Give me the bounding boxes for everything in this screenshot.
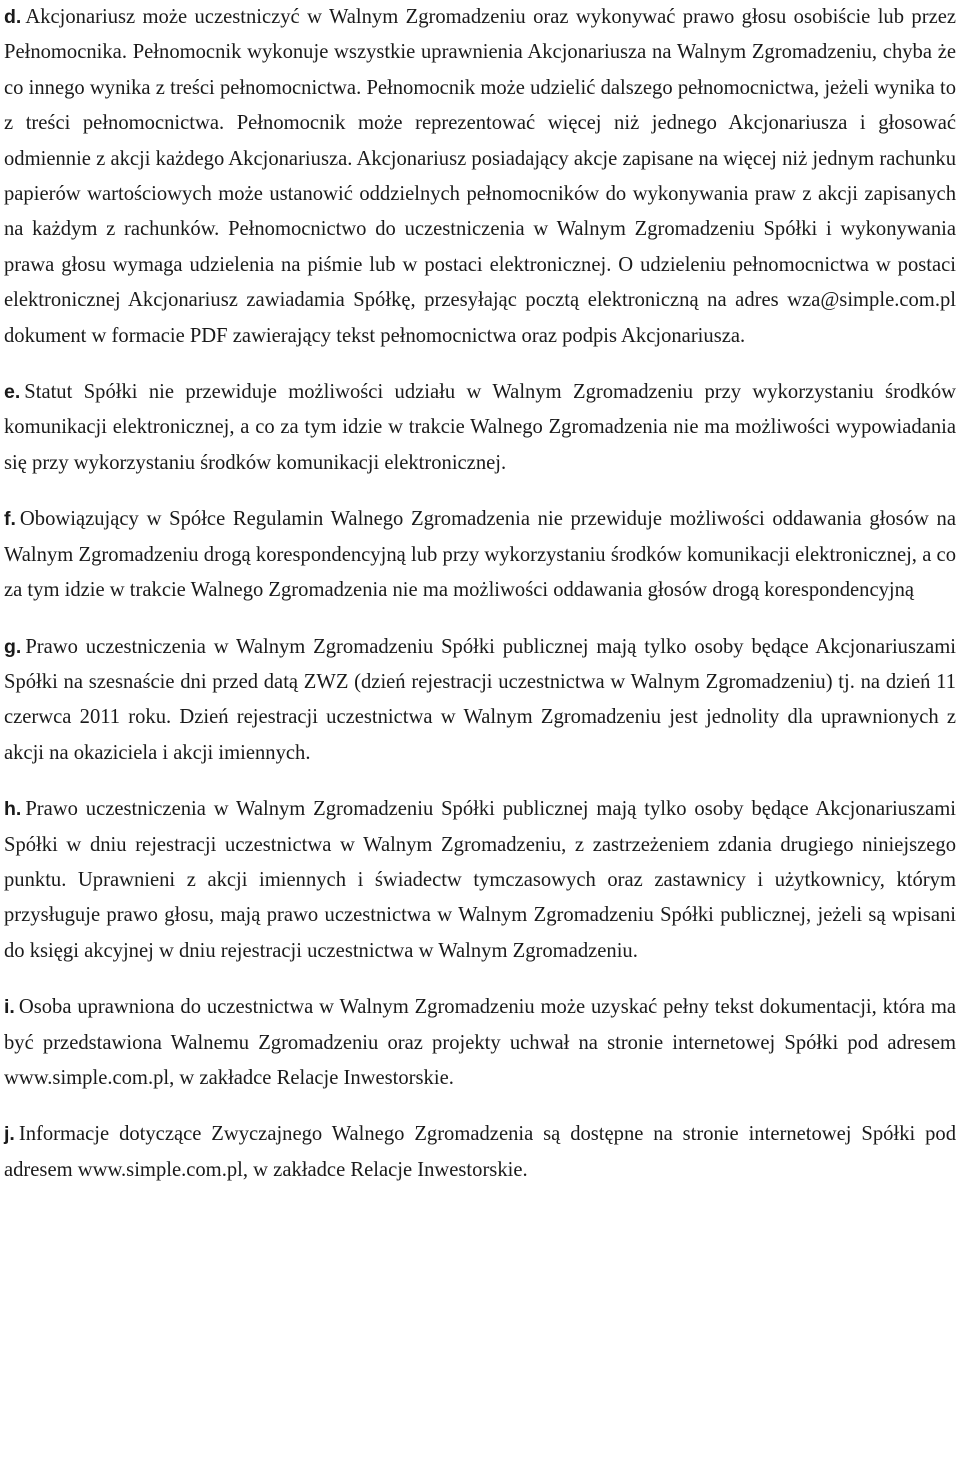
- paragraph-text: Informacje dotyczące Zwyczajnego Walnego Zgromadzenia są dostępne na stronie internetowej Spółki pod adresem www.simple.com.pl, w zakładce Relacje Inwestorskie.: [4, 1123, 956, 1181]
- paragraph-letter: j.: [4, 1123, 15, 1146]
- paragraph-text: Prawo uczestniczenia w Walnym Zgromadzeniu Spółki publicznej mają tylko osoby będące Akcjonariuszami Spółki na szesnaście dni przed datą ZWZ (dzień rejestracji uczestnictwa w Walnym Zgromadzeniu) tj. na dzień 11 czerwca 2011 roku. Dzień rejestracji uczestnictwa w Walnym Zgromadzeniu jest jednolity dla uprawnionych z akcji na okaziciela i akcji imiennych.: [4, 635, 956, 764]
- paragraph-e: [4, 375, 956, 481]
- paragraph-text: Akcjonariusz może uczestniczyć w Walnym Zgromadzeniu oraz wykonywać prawo głosu osobiście lub przez Pełnomocnika. Pełnomocnik wykonuje wszystkie uprawnienia Akcjonariusza na Walnym Zgromadzeniu, chyba że co innego wynika z treści pełnomocnictwa. Pełnomocnik może udzielić dalszego pełnomocnictwa, jeżeli wynika to z treści pełnomocnictwa. Pełnomocnik może reprezentować więcej niż jednego Akcjonariusza i głosować odmiennie z akcji każdego Akcjonariusza. Akcjonariusz posiadający akcje zapisane na więcej niż jednym rachunku papierów wartościowych może ustanowić oddzielnych pełnomocników do wykonywania praw z akcji zapisanych na każdym z rachunków. Pełnomocnictwo do uczestniczenia w Walnym Zgromadzeniu Spółki i wykonywania prawa głosu wymaga udzielenia na piśmie lub w postaci elektronicznej. O udzieleniu pełnomocnictwa w postaci elektronicznej Akcjonariusz zawiadamia Spółkę, przesyłając pocztą elektroniczną na adres wza@simple.com.pl dokument w formacie PDF zawierający tekst pełnomocnictwa oraz podpis Akcjonariusza.: [4, 6, 956, 347]
- paragraph-letter: e.: [4, 381, 21, 404]
- paragraph-text: Osoba uprawniona do uczestnictwa w Walnym Zgromadzeniu może uzyskać pełny tekst dokumentacji, która ma być przedstawiona Walnemu Zgromadzeniu oraz projekty uchwał na stronie internetowej Spółki pod adresem www.simple.com.pl, w zakładce Relacje Inwestorskie.: [4, 996, 956, 1089]
- paragraph-i: [4, 990, 956, 1096]
- paragraph-letter: d.: [4, 6, 22, 28]
- paragraph-letter: i.: [4, 996, 15, 1019]
- paragraph-d: [4, 0, 956, 354]
- paragraph-text: Statut Spółki nie przewiduje możliwości udziału w Walnym Zgromadzeniu przy wykorzystaniu środków komunikacji elektronicznej, a co za tym idzie w trakcie Walnego Zgromadzenia nie ma możliwości wypowiadania się przy wykorzystaniu środków komunikacji elektronicznej.: [4, 381, 956, 474]
- paragraph-h: [4, 792, 956, 969]
- paragraph-j: [4, 1117, 956, 1188]
- paragraph-letter: g.: [4, 635, 22, 658]
- paragraph-letter: f.: [4, 508, 16, 531]
- paragraph-text: Obowiązujący w Spółce Regulamin Walnego Zgromadzenia nie przewiduje możliwości oddawania głosów na Walnym Zgromadzeniu drogą korespondencyjną lub przy wykorzystaniu środków komunikacji elektronicznej, a co za tym idzie w trakcie Walnego Zgromadzenia nie ma możliwości oddawania głosów drogą korespondencyjną: [4, 508, 956, 602]
- paragraph-g: [4, 630, 956, 772]
- paragraph-text: Prawo uczestniczenia w Walnym Zgromadzeniu Spółki publicznej mają tylko osoby będące Akcjonariuszami Spółki w dniu rejestracji uczestnictwa w Walnym Zgromadzeniu, z zastrzeżeniem zdania drugiego niniejszego punktu. Uprawnieni z akcji imiennych i świadectw tymczasowych oraz zastawnicy i użytkownicy, którym przysługuje prawo głosu, mają prawo uczestnictwa w Walnym Zgromadzeniu Spółki publicznej, jeżeli są wpisani do księgi akcyjnej w dniu rejestracji uczestnictwa w Walnym Zgromadzeniu.: [4, 798, 956, 962]
- paragraph-letter: h.: [4, 798, 22, 821]
- paragraph-f: [4, 502, 956, 608]
- document-page: [4, 0, 956, 1209]
